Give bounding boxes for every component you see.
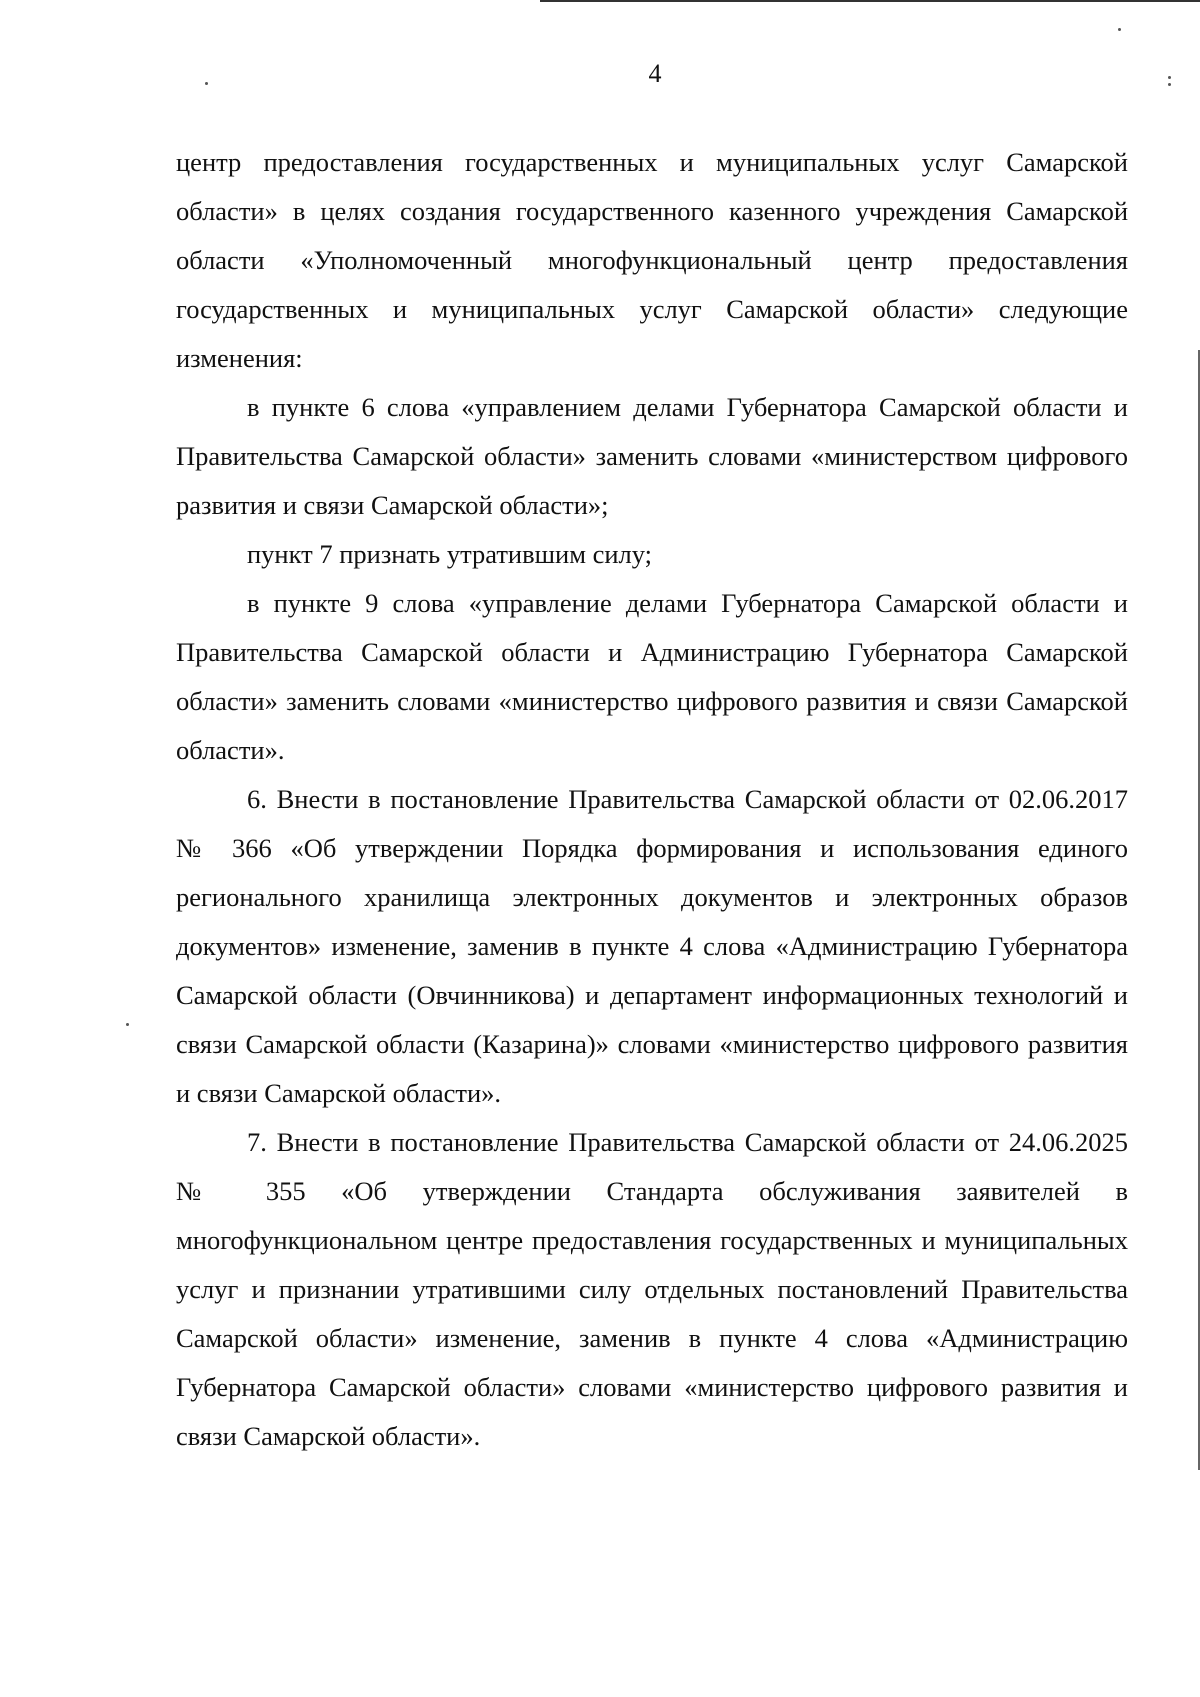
document-body xyxy=(176,138,1128,1461)
page-number: 4 xyxy=(648,59,662,88)
paragraph-item-9-clause: в пункте 9 слова «управление делами Губернатора Самарской области и Правительства Самарской области и Администрацию Губернатора Самарской области» заменить словами «министерство цифрового развития и связи Самарской области». xyxy=(176,588,1128,765)
scan-speck xyxy=(1118,28,1121,31)
paragraph-section-7: 7. Внести в постановление Правительства Самарской области от 24.06.2025 № 355 «Об утверждении Стандарта обслуживания заявителей в многофункциональном центре предоставления государственных и муниципальных услуг и признании утратившими силу отдельных постановлений Правительства Самарской области» изменение, заменив в пункте 4 слова «Администрацию Губернатора Самарской области» словами «министерство цифрового развития и связи Самарской области». xyxy=(176,1127,1128,1451)
paragraph-item-7-clause: пункт 7 признать утратившим силу; xyxy=(247,539,653,569)
scan-speck xyxy=(126,1023,129,1026)
paragraph-continuation: центр предоставления государственных и муниципальных услуг Самарской области» в целях создания государственного казенного учреждения Самарской области «Уполномоченный многофункциональный центр предоставления государственных и муниципальных услуг Самарской области» следующие изменения: xyxy=(176,147,1128,373)
scan-edge-top xyxy=(540,0,1200,2)
paragraph-section-6: 6. Внести в постановление Правительства Самарской области от 02.06.2017 № 366 «Об утверждении Порядка формирования и использования единого регионального хранилища электронных документов и электронных образов документов» изменение, заменив в пункте 4 слова «Администрацию Губернатора Самарской области (Овчинникова) и департамент информационных технологий и связи Самарской области (Казарина)» словами «министерство цифрового развития и связи Самарской области». xyxy=(176,784,1128,1108)
paragraph-item-6-clause: в пункте 6 слова «управлением делами Губернатора Самарской области и Правительства Самарской области» заменить словами «министерством цифрового развития и связи Самарской области»; xyxy=(176,392,1128,520)
